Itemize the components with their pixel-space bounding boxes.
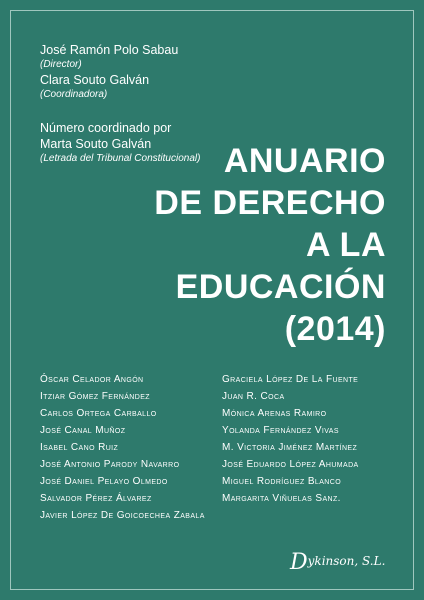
- authors-list-left: [40, 371, 205, 524]
- director-role: (Director): [40, 59, 82, 70]
- coordination-name: Marta Souto Galván: [40, 137, 152, 151]
- book-title: [86, 140, 386, 350]
- author-name: Isabel Cano Ruiz: [40, 442, 119, 453]
- author-name: Margarita Viñuelas Sanz.: [222, 493, 341, 504]
- author-name: José Eduardo López Ahumada: [222, 459, 359, 470]
- author-name: Itziar Gómez Fernández: [40, 391, 150, 402]
- author-name: José Daniel Pelayo Olmedo: [40, 476, 168, 487]
- coordinator-name: Clara Souto Galván: [40, 73, 150, 87]
- title-line: DE DERECHO: [154, 184, 386, 222]
- author-name: José Canal Muñoz: [40, 425, 126, 436]
- coordination-note: (Letrada del Tribunal Constitucional): [40, 153, 201, 164]
- author-name: Óscar Celador Angón: [40, 374, 144, 385]
- author-name: Yolanda Fernández Vivas: [222, 425, 339, 436]
- author-name: Mónica Arenas Ramiro: [222, 408, 327, 419]
- title-year: (2014): [284, 310, 386, 348]
- author-name: Graciela López De La Fuente: [222, 374, 359, 385]
- authors-list-right: [222, 371, 359, 507]
- publisher-initial: D: [290, 550, 308, 575]
- credits-block: [40, 42, 300, 102]
- publisher-logo: [290, 550, 386, 575]
- author-name: Javier López De Goicoechea Zabala: [40, 510, 205, 521]
- author-name: Juan R. Coca: [222, 391, 285, 402]
- author-name: Salvador Pérez Álvarez: [40, 493, 152, 504]
- title-line: ANUARIO: [223, 142, 386, 180]
- title-line: EDUCACIÓN: [175, 268, 386, 306]
- author-name: Carlos Ortega Carballo: [40, 408, 157, 419]
- coordination-line: Número coordinado por: [40, 121, 172, 135]
- director-name: José Ramón Polo Sabau: [40, 43, 179, 57]
- author-name: Miguel Rodríguez Blanco: [222, 476, 342, 487]
- author-name: José Antonio Parody Navarro: [40, 459, 180, 470]
- author-name: M. Victoria Jiménez Martínez: [222, 442, 358, 453]
- publisher-name: ykinson, S.L.: [307, 554, 386, 568]
- title-line: A LA: [305, 226, 386, 264]
- coordinator-role: (Coordinadora): [40, 89, 108, 100]
